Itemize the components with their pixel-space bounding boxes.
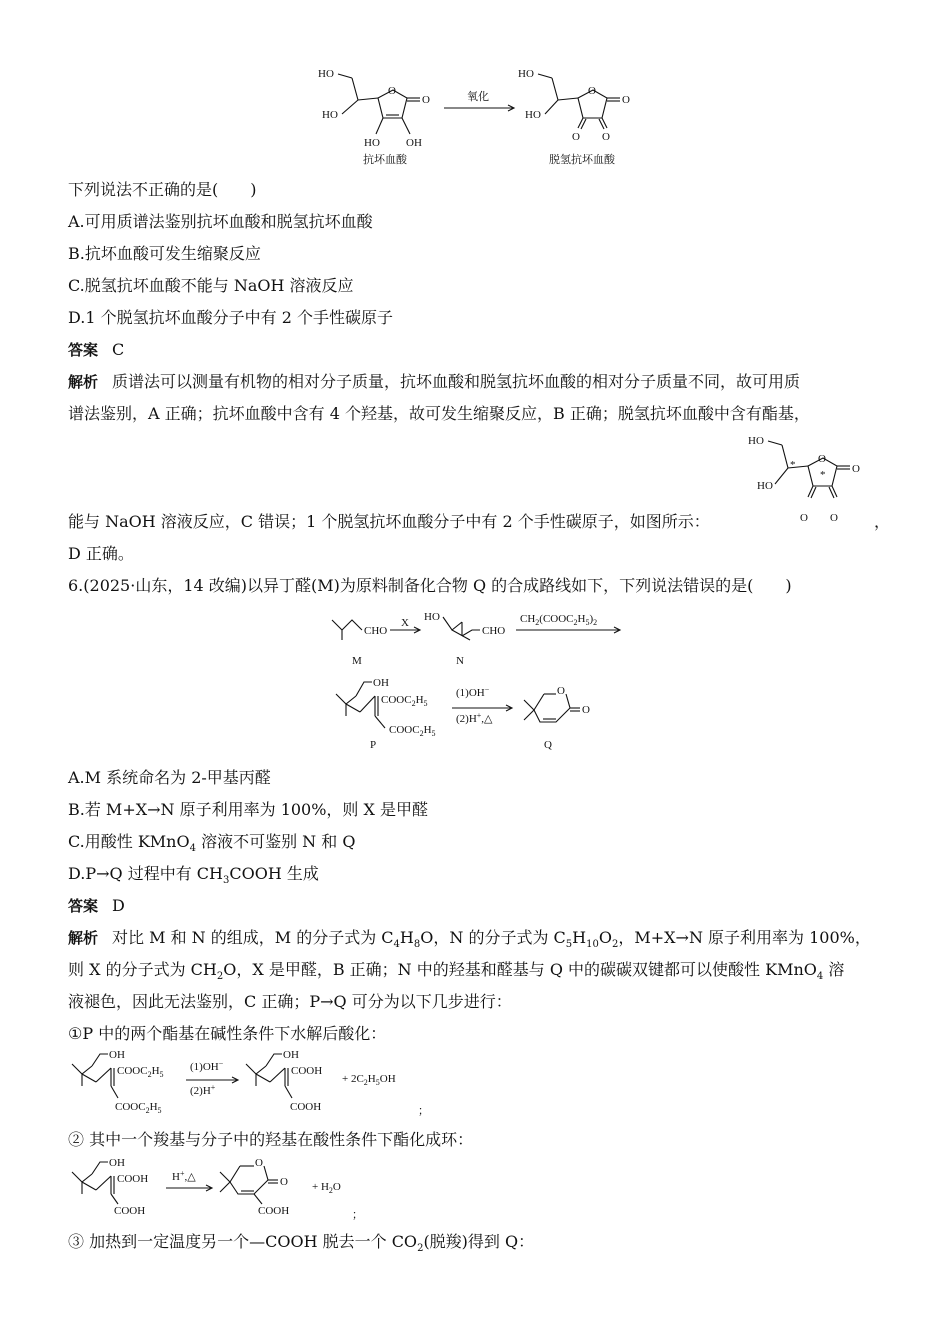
q6-step3-text: ③ 加热到一定温度另一个—COOH 脱去一个 $CO_2$(脱羧)得到 Q： [68, 1232, 535, 1255]
svg-text:(2)H+,△: (2)H+,△ [456, 711, 493, 725]
svg-text:(2)H+: (2)H+ [190, 1083, 216, 1097]
svg-text:H+,△: H+,△ [172, 1169, 196, 1183]
analysis-label: 解析 [68, 373, 99, 391]
q5-analysis-line-4: D 正确。 [68, 544, 134, 563]
svg-text:O: O [280, 1176, 288, 1188]
product-name: 脱氢抗坏血酸 [549, 153, 615, 166]
svg-text:CHO: CHO [482, 625, 506, 637]
reactant-name: 抗坏血酸 [363, 153, 407, 166]
q6-analysis-line-3: 液褪色，因此无法鉴别，C 正确；P→Q 可分为以下几步进行： [68, 992, 512, 1011]
svg-text:+ H2O: + $H_2O$ [312, 1181, 341, 1195]
svg-text:HO: HO [757, 480, 773, 492]
svg-text:HO: HO [322, 109, 338, 121]
q5-option-d: D.1 个脱氢抗坏血酸分子中有 2 个手性碳原子 [68, 308, 393, 327]
q5-option-c: C.脱氢抗坏血酸不能与 NaOH 溶液反应 [68, 276, 354, 295]
q6-analysis-line-1: 解析 对比 M 和 N 的组成，M 的分子式为 $C_4H_8O$，N 的分子式为 $C_5H_{10}O_2$，M+X→N 原子利用率为 100%， [68, 928, 871, 951]
svg-text:OH: OH [109, 1049, 125, 1061]
svg-text:COOH: COOH [258, 1205, 290, 1217]
svg-text:O: O [572, 131, 580, 143]
svg-text:HO: HO [318, 68, 334, 80]
answer-value: D [112, 896, 125, 915]
q5-option-b: B.抗坏血酸可发生缩聚反应 [68, 244, 261, 263]
q5-figure-comma: ， [874, 512, 891, 531]
svg-text:HO: HO [518, 68, 534, 80]
svg-text:M: M [352, 655, 362, 667]
svg-text:P: P [370, 739, 377, 751]
q6-option-b: B.若 M+X→N 原子利用率为 100%，则 X 是甲醛 [68, 800, 428, 819]
answer-value: C [112, 340, 125, 359]
svg-text:OH: OH [406, 137, 422, 149]
q6-analysis-line-2: 则 X 的分子式为 $CH_2O$，X 是甲醛，B 正确；N 中的羟基和醛基与 Q 中的碳碳双键都可以使酸性 KMnO$_4$ 溶 [68, 960, 845, 983]
q6-stem: 6.(2025·山东，14 改编)以异丁醛(M)为原料制备化合物 Q 的合成路线如下，下列说法错误的是( ) [68, 576, 792, 595]
svg-text:OH: OH [283, 1049, 299, 1061]
svg-text:HO: HO [424, 611, 440, 623]
svg-text:*: * [790, 459, 796, 471]
analysis-label: 解析 [68, 929, 99, 947]
q5-analysis-line-2: 谱法鉴别，A 正确；抗坏血酸中含有 4 个羟基，故可发生缩聚反应，B 正确；脱氢抗坏血酸中含有酯基， [68, 404, 810, 423]
svg-text:COOC2H5: $COOC_2H_5$ [381, 694, 428, 708]
svg-text:*: * [820, 469, 826, 481]
svg-text:O: O [818, 453, 826, 465]
svg-text:氧化: 氧化 [467, 90, 489, 103]
q6-option-a: A.M 系统命名为 2-甲基丙醛 [68, 768, 271, 787]
svg-text:OH: OH [109, 1157, 125, 1169]
svg-text:(1)OH−: (1)OH− [456, 685, 490, 699]
q6-option-d: D.P→Q 过程中有 $CH_3COOH$ 生成 [68, 864, 319, 887]
svg-text:CHO: CHO [364, 625, 388, 637]
q6-step1-text: ①P 中的两个酯基在碱性条件下水解后酸化： [68, 1024, 387, 1043]
svg-text:HO: HO [748, 435, 764, 447]
svg-text:HO: HO [364, 137, 380, 149]
svg-text:Q: Q [544, 739, 552, 751]
svg-text:O: O [422, 94, 430, 106]
q5-option-a: A.可用质谱法鉴别抗坏血酸和脱氢抗坏血酸 [68, 212, 373, 231]
svg-text:COOC2H5: $COOC_2H_5$ [117, 1065, 164, 1079]
svg-text:COOH: COOH [114, 1205, 146, 1217]
svg-text:O: O [582, 704, 590, 716]
svg-text:X: X [401, 617, 409, 629]
svg-text:O: O [255, 1157, 263, 1169]
svg-text:+ 2C2H5OH: + $2C_2H_5OH$ [342, 1073, 396, 1087]
svg-text:O: O [800, 512, 808, 524]
q6-option-c: C.用酸性 KMnO$_4$ 溶液不可鉴别 N 和 Q [68, 832, 356, 855]
svg-text:COOH: COOH [290, 1101, 322, 1113]
svg-text:COOH: COOH [291, 1065, 323, 1077]
svg-text:O: O [830, 512, 838, 524]
svg-text:O: O [557, 685, 565, 697]
svg-text:COOC2H5: $COOC_2H_5$ [389, 724, 436, 738]
svg-text:COOH: COOH [117, 1173, 149, 1185]
svg-text:N: N [456, 655, 464, 667]
answer-label: 答案 [68, 897, 99, 915]
svg-text:(1)OH−: (1)OH− [190, 1059, 224, 1073]
svg-text:O: O [622, 94, 630, 106]
svg-text:OH: OH [373, 677, 389, 689]
svg-text:O: O [588, 85, 596, 97]
svg-text:COOC2H5: $COOC_2H_5$ [115, 1101, 162, 1115]
answer-label: 答案 [68, 341, 99, 359]
q6-step2-text: ② 其中一个羧基与分子中的羟基在酸性条件下酯化成环： [68, 1130, 474, 1149]
svg-text:CH2(COOC2H5)2: $CH_2(COOC_2H_5)_2$ [520, 613, 598, 627]
svg-text:；: ； [418, 1105, 429, 1117]
svg-text:O: O [852, 463, 860, 475]
svg-text:HO: HO [525, 109, 541, 121]
q5-stem: 下列说法不正确的是( ) [68, 180, 257, 199]
q5-analysis-line-1: 解析 质谱法可以测量有机物的相对分子质量，抗坏血酸和脱氢抗坏血酸的相对分子质量不同，故可用质 [68, 372, 801, 391]
svg-text:O: O [388, 85, 396, 97]
q5-analysis-line-3: 能与 NaOH 溶液反应，C 错误；1 个脱氢抗坏血酸分子中有 2 个手性碳原子，如图所示： [68, 512, 710, 531]
svg-text:O: O [602, 131, 610, 143]
svg-text:；: ； [352, 1209, 363, 1221]
